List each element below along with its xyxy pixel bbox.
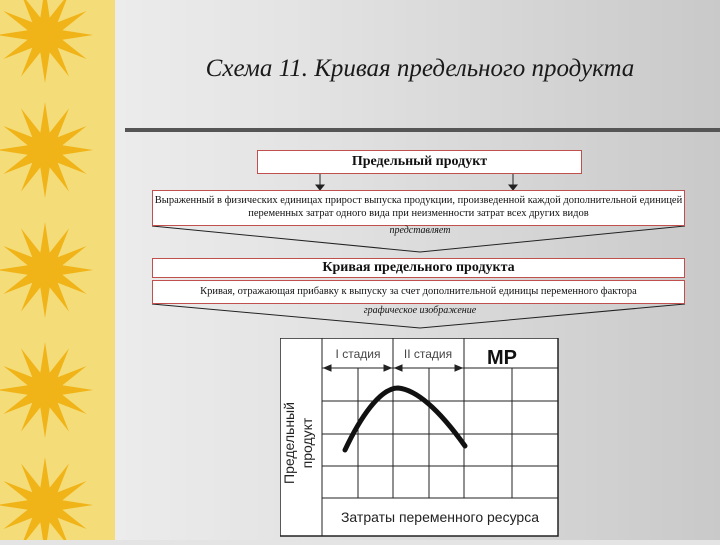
marginal-product-graph [280, 338, 560, 538]
y-axis-label-line1: Предельный [281, 402, 297, 484]
graphic-caption: графическое изображение [363, 305, 477, 316]
slide-title: Схема 11. Кривая предельного продукта [205, 55, 635, 82]
mp-curve-label: MP [487, 347, 517, 369]
curve-title-box: Кривая предельного продукта [152, 258, 685, 278]
definition-box: Выраженный в физических единицах прирост выпуска продукции, произведенной каждой дополнительной единицей переменных затрат одного вида при неизменности затрат всех других видов [152, 190, 685, 226]
curve-definition-box: Кривая, отражающая прибавку к выпуску за счет дополнительной единицы переменного фактора [152, 280, 685, 304]
x-axis-label: Затраты переменного ресурса [340, 509, 540, 525]
represents-caption: представляет [389, 225, 451, 236]
stage2-label: II стадия [403, 347, 453, 361]
y-axis-label-line2: продукт [299, 417, 315, 469]
stage1-label: I стадия [335, 347, 381, 361]
marginal-product-box: Предельный продукт [257, 150, 582, 174]
